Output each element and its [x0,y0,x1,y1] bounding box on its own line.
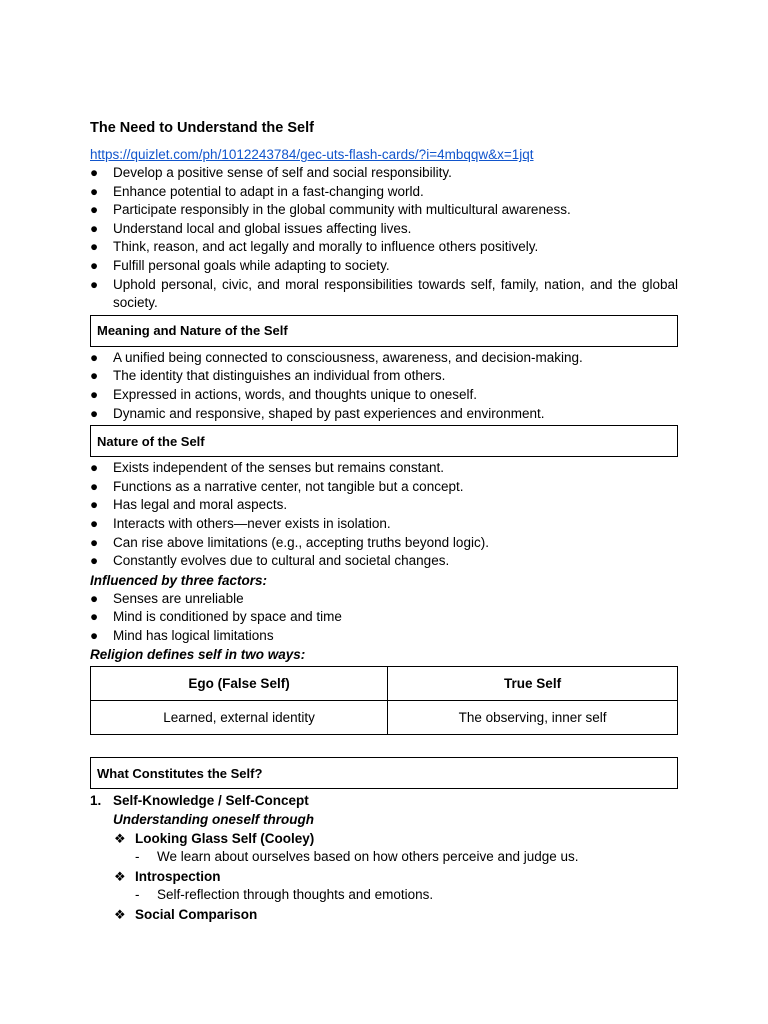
bullet-icon: ● [90,534,99,550]
table-row [91,701,678,735]
dash-bullet-icon: - [135,887,140,903]
spacer [90,735,678,755]
factors-bullet-list [90,590,678,646]
quizlet-link[interactable]: https://quizlet.com/ph/1012243784/gec-uts-flash-cards/?i=4mbqqw&x=1jqt [90,147,534,162]
table-header-row [91,667,678,701]
list-item: ● Expressed in actions, words, and thoughts unique to oneself. [90,386,678,405]
dash-bullet-icon: - [135,849,140,865]
table-header-cell: Ego (False Self) [91,667,388,701]
bullet-icon: ● [90,202,99,218]
nature-heading: Nature of the Self [90,425,678,457]
bullet-icon: ● [90,590,99,606]
list-item: ● Uphold personal, civic, and moral responsibilities towards self, family, nation, and the global society. [90,276,678,311]
list-item: ● Understand local and global issues affecting lives. [90,220,678,239]
self-knowledge-subtitle: Understanding oneself through [113,812,314,828]
table-cell: The observing, inner self [388,701,678,735]
list-item: ● Can rise above limitations (e.g., accepting truths beyond logic). [90,534,678,553]
list-item: ● Senses are unreliable [90,590,678,609]
list-item: ❖ Looking Glass Self (Cooley) - We learn about ourselves based on how others perceive and judge us. [113,829,678,867]
bullet-icon: ● [90,220,99,236]
list-item: ● Constantly evolves due to cultural and societal changes. [90,552,678,571]
bullet-icon: ● [90,239,99,255]
list-item: ● Mind has logical limitations [90,627,678,646]
bullet-icon: ● [90,478,99,494]
table-cell: Learned, external identity [91,701,388,735]
list-item: ● Exists independent of the senses but remains constant. [90,459,678,478]
diamond-bullet-icon: ❖ [114,906,126,922]
list-item: ● The identity that distinguishes an individual from others. [90,367,678,386]
list-item: ● Fulfill personal goals while adapting to society. [90,257,678,276]
bullet-icon: ● [90,627,99,643]
list-item: ● Develop a positive sense of self and social responsibility. [90,164,678,183]
bullet-icon: ● [90,257,99,273]
list-item: ❖ Social Comparison [114,906,258,922]
list-item: ● A unified being connected to consciousness, awareness, and decision-making. [90,349,678,368]
self-table [90,666,678,735]
document-title: The Need to Understand the Self [90,120,314,136]
list-item: ❖ Introspection - Self-reflection through thoughts and emotions. [113,867,678,905]
bullet-icon: ● [90,405,99,421]
bullet-icon: ● [90,497,99,513]
list-item: - We learn about ourselves based on how others perceive and judge us. [135,848,678,867]
meaning-bullet-list [90,349,678,423]
document-content [90,118,678,924]
bullet-icon: ● [90,460,99,476]
self-knowledge-title: Self-Knowledge / Self-Concept [113,793,309,809]
factors-heading: Influenced by three factors: [90,572,268,588]
table-header-cell: True Self [388,667,678,701]
bullet-icon: ● [90,515,99,531]
bullet-icon: ● [90,183,99,199]
bullet-icon: ● [90,386,99,402]
self-knowledge-sublist [113,829,678,923]
diamond-bullet-icon: ❖ [114,869,126,885]
bullet-icon: ● [90,609,99,625]
need-bullet-list [90,164,678,313]
list-item: ● Dynamic and responsive, shaped by past experiences and environment. [90,405,678,424]
bullet-icon: ● [90,349,99,365]
list-item: ● Think, reason, and act legally and morally to influence others positively. [90,238,678,257]
list-item: ● Interacts with others—never exists in isolation. [90,515,678,534]
religion-heading: Religion defines self in two ways: [90,647,306,663]
diamond-bullet-icon: ❖ [114,831,126,847]
nature-bullet-list [90,459,678,571]
bullet-icon: ● [90,165,99,180]
bullet-icon: ● [90,553,99,569]
bullet-icon: ● [90,276,99,292]
list-item: ● Mind is conditioned by space and time [90,608,678,627]
bullet-icon: ● [90,368,99,384]
list-item: ● Enhance potential to adapt in a fast-changing world. [90,183,678,202]
list-item: ● Participate responsibly in the global community with multicultural awareness. [90,201,678,220]
list-item: ● Functions as a narrative center, not tangible but a concept. [90,478,678,497]
list-number: 1. [90,793,102,809]
list-item: - Self-reflection through thoughts and emotions. [135,886,678,905]
list-item: ● Has legal and moral aspects. [90,496,678,515]
constitutes-heading: What Constitutes the Self? [90,757,678,789]
constitutes-list [90,791,678,923]
meaning-heading: Meaning and Nature of the Self [90,315,678,347]
list-item [90,791,678,923]
